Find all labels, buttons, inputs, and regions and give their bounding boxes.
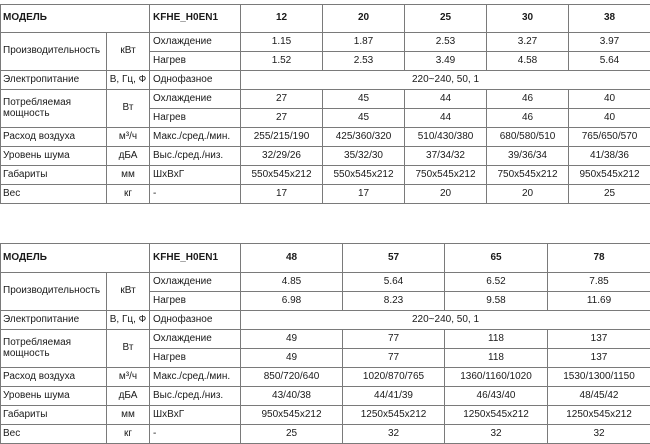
airflow-unit: м³/ч (107, 128, 150, 147)
value-cell: 1250x545x212 (445, 406, 548, 425)
value-cell: 118 (445, 349, 548, 368)
value-cell: 680/580/510 (487, 128, 569, 147)
value-cell: 45 (323, 109, 405, 128)
value-cell: 46 (487, 109, 569, 128)
capacity-label: Производительность (1, 273, 107, 311)
mode-cell: ШхВхГ (150, 406, 241, 425)
value-cell: 40 (569, 90, 650, 109)
value-cell: 1.52 (241, 52, 323, 71)
airflow-label: Расход воздуха (1, 368, 107, 387)
consumption-cooling-row (1, 90, 650, 109)
noise-unit: дБА (107, 147, 150, 166)
dimensions-unit: мм (107, 166, 150, 185)
value-cell: 27 (241, 90, 323, 109)
value-cell: 137 (548, 349, 650, 368)
power-supply-row (1, 71, 650, 90)
value-cell: 41/38/36 (569, 147, 650, 166)
consumption-unit: Вт (107, 90, 150, 128)
value-cell: 1250x545x212 (343, 406, 445, 425)
value-cell: 3.27 (487, 33, 569, 52)
mode-cell: Макс./сред./мин. (150, 368, 241, 387)
airflow-row (1, 368, 650, 387)
value-cell: 1020/870/765 (343, 368, 445, 387)
mode-cell: ШхВхГ (150, 166, 241, 185)
power-supply-value: 220~240, 50, 1 (241, 71, 650, 90)
value-cell: 48/45/42 (548, 387, 650, 406)
value-cell: 32 (343, 425, 445, 444)
value-cell: 6.52 (445, 273, 548, 292)
model-col: 78 (548, 244, 650, 273)
value-cell: 44/41/39 (343, 387, 445, 406)
model-header: МОДЕЛЬ (1, 5, 150, 33)
value-cell: 1360/1160/1020 (445, 368, 548, 387)
capacity-cooling-row (1, 273, 650, 292)
weight-unit: кг (107, 185, 150, 204)
value-cell: 20 (487, 185, 569, 204)
value-cell: 550x545x212 (241, 166, 323, 185)
value-cell: 3.97 (569, 33, 650, 52)
value-cell: 25 (569, 185, 650, 204)
value-cell: 32 (445, 425, 548, 444)
value-cell: 49 (241, 330, 343, 349)
value-cell: 35/32/30 (323, 147, 405, 166)
value-cell: 11.69 (548, 292, 650, 311)
dimensions-label: Габариты (1, 166, 107, 185)
value-cell: 77 (343, 330, 445, 349)
model-col: 20 (323, 5, 405, 33)
power-supply-row (1, 311, 650, 330)
dimensions-row (1, 406, 650, 425)
value-cell: 4.85 (241, 273, 343, 292)
value-cell: 850/720/640 (241, 368, 343, 387)
value-cell: 17 (241, 185, 323, 204)
value-cell: 137 (548, 330, 650, 349)
value-cell: 4.58 (487, 52, 569, 71)
noise-label: Уровень шума (1, 147, 107, 166)
model-col: 57 (343, 244, 445, 273)
weight-row (1, 425, 650, 444)
value-cell: 5.64 (343, 273, 445, 292)
mode-cell: Макс./сред./мин. (150, 128, 241, 147)
consumption-label: Потребляемая мощность (1, 90, 107, 128)
series-header: KFHE_H0EN1 (150, 244, 241, 273)
mode-cell: Нагрев (150, 349, 241, 368)
power-supply-label: Электропитание (1, 71, 107, 90)
value-cell: 9.58 (445, 292, 548, 311)
mode-cell: Охлаждение (150, 90, 241, 109)
value-cell: 39/36/34 (487, 147, 569, 166)
value-cell: 44 (405, 109, 487, 128)
value-cell: 43/40/38 (241, 387, 343, 406)
header-row (1, 244, 650, 273)
weight-row (1, 185, 650, 204)
power-supply-unit: В, Гц, Ф (107, 311, 150, 330)
mode-cell: Выс./сред./низ. (150, 147, 241, 166)
mode-cell: Нагрев (150, 52, 241, 71)
mode-cell: Нагрев (150, 109, 241, 128)
mode-cell: Однофазное (150, 311, 241, 330)
weight-label: Вес (1, 425, 107, 444)
value-cell: 37/34/32 (405, 147, 487, 166)
model-col: 48 (241, 244, 343, 273)
mode-cell: Выс./сред./низ. (150, 387, 241, 406)
capacity-unit: кВт (107, 273, 150, 311)
value-cell: 77 (343, 349, 445, 368)
noise-label: Уровень шума (1, 387, 107, 406)
value-cell: 1.87 (323, 33, 405, 52)
dimensions-row (1, 166, 650, 185)
value-cell: 1.15 (241, 33, 323, 52)
mode-cell: Однофазное (150, 71, 241, 90)
noise-unit: дБА (107, 387, 150, 406)
mode-cell: - (150, 185, 241, 204)
consumption-unit: Вт (107, 330, 150, 368)
value-cell: 1250x545x212 (548, 406, 650, 425)
dimensions-label: Габариты (1, 406, 107, 425)
model-col: 65 (445, 244, 548, 273)
value-cell: 255/215/190 (241, 128, 323, 147)
spec-table-2 (0, 243, 650, 444)
value-cell: 46/43/40 (445, 387, 548, 406)
value-cell: 750x545x212 (405, 166, 487, 185)
value-cell: 950x545x212 (569, 166, 650, 185)
value-cell: 49 (241, 349, 343, 368)
power-supply-unit: В, Гц, Ф (107, 71, 150, 90)
value-cell: 765/650/570 (569, 128, 650, 147)
value-cell: 2.53 (405, 33, 487, 52)
noise-row (1, 387, 650, 406)
mode-cell: Охлаждение (150, 33, 241, 52)
value-cell: 510/430/380 (405, 128, 487, 147)
power-supply-value: 220~240, 50, 1 (241, 311, 650, 330)
value-cell: 20 (405, 185, 487, 204)
value-cell: 8.23 (343, 292, 445, 311)
airflow-unit: м³/ч (107, 368, 150, 387)
header-row (1, 5, 650, 33)
series-header: KFHE_H0EN1 (150, 5, 241, 33)
consumption-cooling-row (1, 330, 650, 349)
value-cell: 118 (445, 330, 548, 349)
weight-unit: кг (107, 425, 150, 444)
mode-cell: - (150, 425, 241, 444)
noise-row (1, 147, 650, 166)
value-cell: 550x545x212 (323, 166, 405, 185)
model-col: 38 (569, 5, 650, 33)
capacity-cooling-row (1, 33, 650, 52)
value-cell: 425/360/320 (323, 128, 405, 147)
airflow-row (1, 128, 650, 147)
power-supply-label: Электропитание (1, 311, 107, 330)
value-cell: 2.53 (323, 52, 405, 71)
model-col: 25 (405, 5, 487, 33)
airflow-label: Расход воздуха (1, 128, 107, 147)
consumption-label: Потребляемая мощность (1, 330, 107, 368)
value-cell: 45 (323, 90, 405, 109)
capacity-unit: кВт (107, 33, 150, 71)
value-cell: 25 (241, 425, 343, 444)
mode-cell: Охлаждение (150, 330, 241, 349)
value-cell: 17 (323, 185, 405, 204)
value-cell: 5.64 (569, 52, 650, 71)
model-header: МОДЕЛЬ (1, 244, 150, 273)
model-col: 12 (241, 5, 323, 33)
value-cell: 32 (548, 425, 650, 444)
value-cell: 750x545x212 (487, 166, 569, 185)
mode-cell: Нагрев (150, 292, 241, 311)
mode-cell: Охлаждение (150, 273, 241, 292)
spec-table-1 (0, 4, 650, 204)
capacity-label: Производительность (1, 33, 107, 71)
value-cell: 3.49 (405, 52, 487, 71)
value-cell: 1530/1300/1150 (548, 368, 650, 387)
value-cell: 40 (569, 109, 650, 128)
value-cell: 27 (241, 109, 323, 128)
value-cell: 950x545x212 (241, 406, 343, 425)
value-cell: 32/29/26 (241, 147, 323, 166)
weight-label: Вес (1, 185, 107, 204)
model-col: 30 (487, 5, 569, 33)
value-cell: 46 (487, 90, 569, 109)
dimensions-unit: мм (107, 406, 150, 425)
value-cell: 7.85 (548, 273, 650, 292)
value-cell: 44 (405, 90, 487, 109)
value-cell: 6.98 (241, 292, 343, 311)
